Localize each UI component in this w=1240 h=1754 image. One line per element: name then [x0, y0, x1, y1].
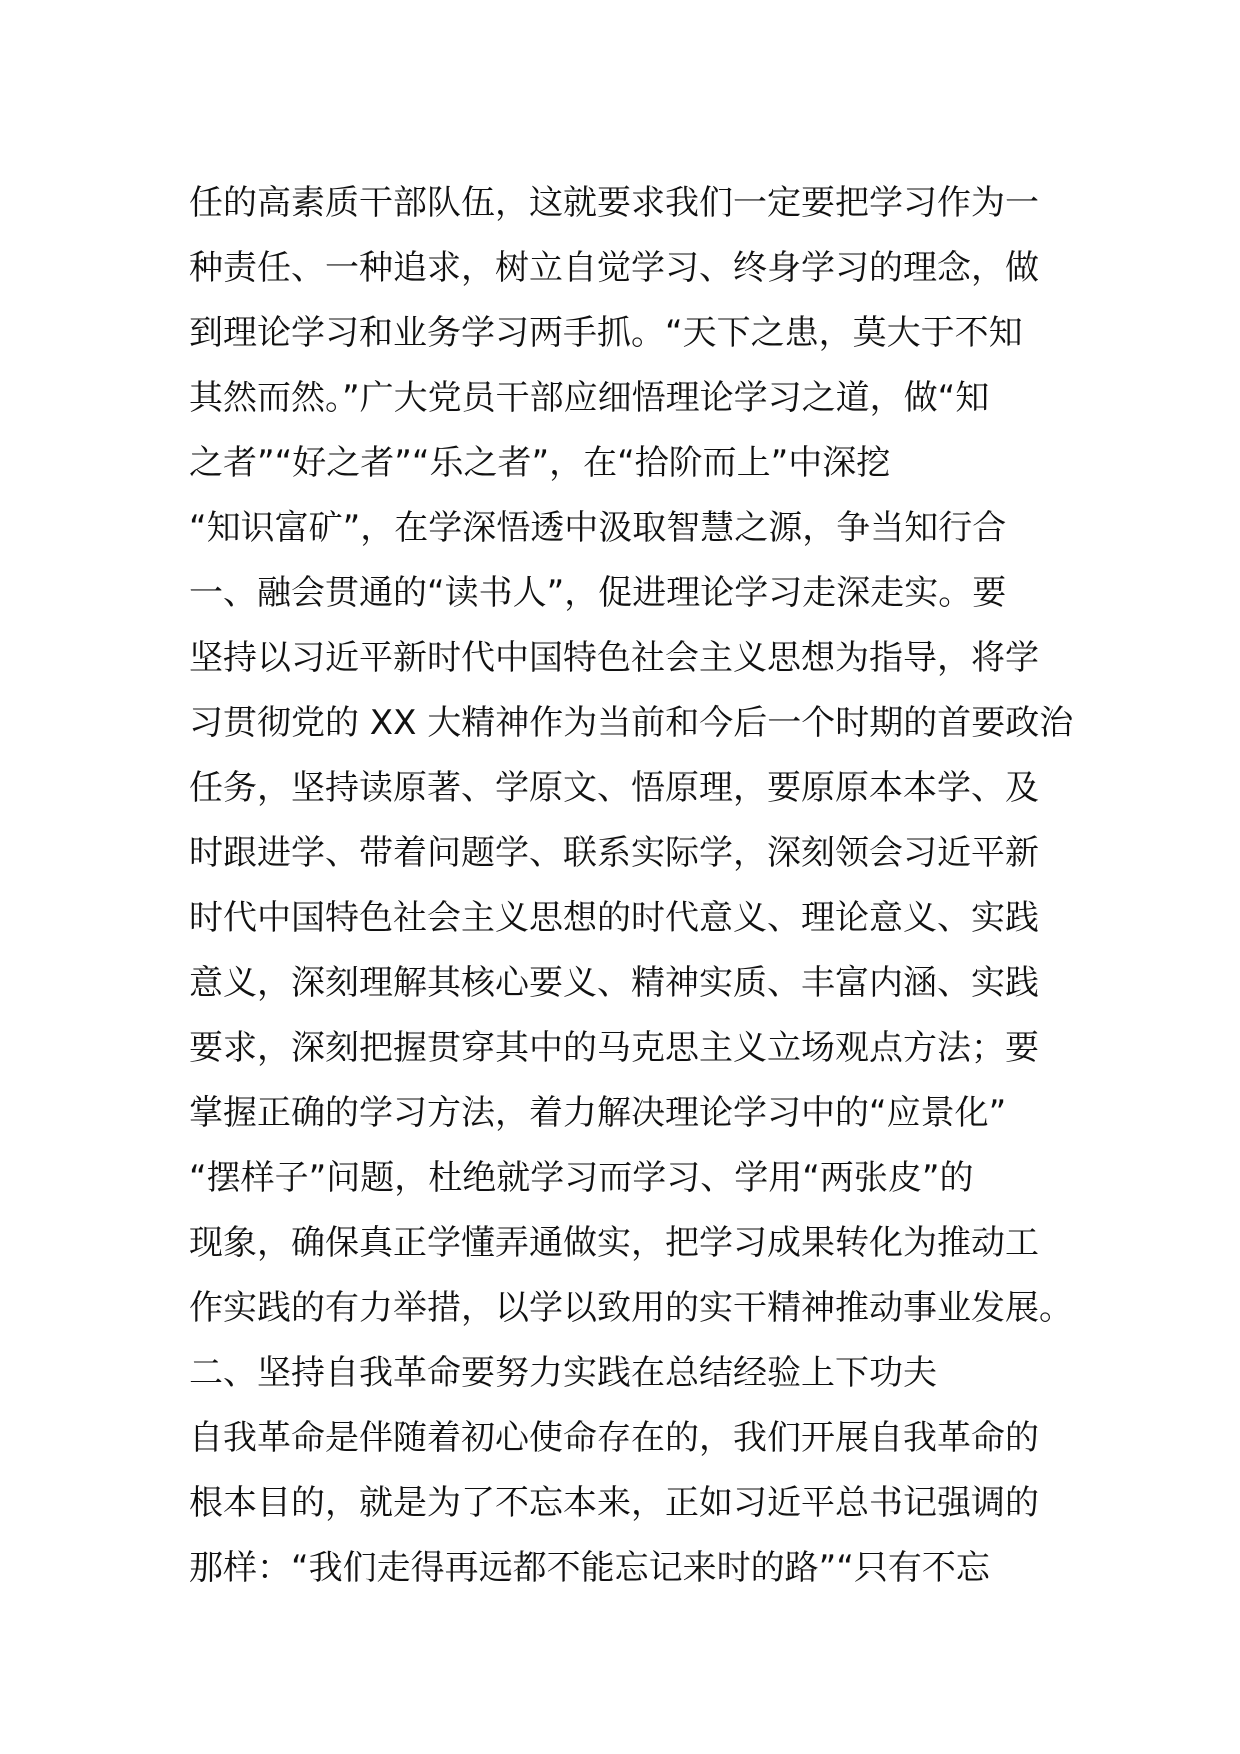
- text-line: 作实践的有力举措，以学以致用的实干精神推动事业发展。: [189, 1288, 1073, 1328]
- text-line: 坚持以习近平新时代中国特色社会主义思想为指导，将学: [189, 638, 1039, 678]
- text-line: 一、融会贯通的“读书人”，促进理论学习走深走实。要: [189, 573, 1007, 613]
- text-line: “摆样子”问题，杜绝就学习而学习、学用“两张皮”的: [189, 1158, 974, 1198]
- text-line: 掌握正确的学习方法，着力解决理论学习中的“应景化”: [189, 1093, 1007, 1133]
- text-line: 现象，确保真正学懂弄通做实，把学习成果转化为推动工: [189, 1223, 1039, 1263]
- text-line: 根本目的，就是为了不忘本来，正如习近平总书记强调的: [189, 1483, 1039, 1523]
- text-line: 时跟进学、带着问题学、联系实际学，深刻领会习近平新: [189, 833, 1039, 873]
- text-line: 到理论学习和业务学习两手抓。“天下之患，莫大于不知: [189, 313, 1023, 353]
- text-line: 自我革命是伴随着初心使命存在的，我们开展自我革命的: [189, 1418, 1039, 1458]
- section-heading: 二、坚持自我革命要努力实践在总结经验上下功夫: [189, 1353, 937, 1393]
- text-line: 时代中国特色社会主义思想的时代意义、理论意义、实践: [189, 898, 1039, 938]
- text-line: 意义，深刻理解其核心要义、精神实质、丰富内涵、实践: [189, 963, 1039, 1003]
- text-line: 要求，深刻把握贯穿其中的马克思主义立场观点方法；要: [189, 1028, 1039, 1068]
- document-body: [189, 171, 1074, 1601]
- text-line: 任务，坚持读原著、学原文、悟原理，要原原本本学、及: [189, 768, 1039, 808]
- text-line: 任的高素质干部队伍，这就要求我们一定要把学习作为一: [189, 183, 1039, 223]
- text-line: “知识富矿”，在学深悟透中汲取智慧之源，争当知行合: [189, 508, 1007, 548]
- text-line: 之者”“好之者”“乐之者”，在“拾阶而上”中深挖: [189, 443, 891, 483]
- text-line: 种责任、一种追求，树立自觉学习、终身学习的理念，做: [189, 248, 1039, 288]
- text-line: 习贯彻党的 XX 大精神作为当前和今后一个时期的首要政治: [189, 703, 1074, 743]
- text-line: 那样：“我们走得再远都不能忘记来时的路”“只有不忘: [189, 1548, 990, 1588]
- text-line: 其然而然。”广大党员干部应细悟理论学习之道，做“知: [189, 378, 990, 418]
